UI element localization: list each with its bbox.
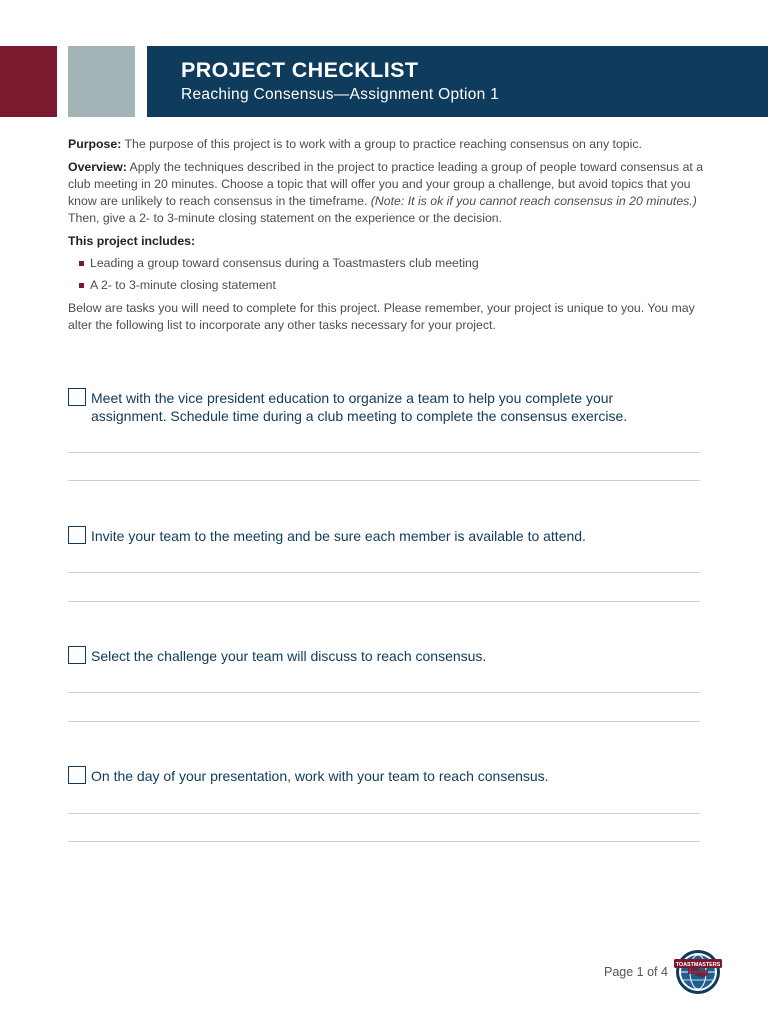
writing-line bbox=[68, 841, 700, 842]
bullet-square-icon bbox=[79, 261, 84, 266]
bullet-square-icon bbox=[79, 283, 84, 288]
writing-line bbox=[68, 452, 700, 453]
task-checkbox[interactable] bbox=[68, 526, 86, 544]
purpose-paragraph bbox=[68, 136, 704, 153]
header-accent-grey bbox=[68, 46, 135, 117]
writing-line bbox=[68, 813, 700, 814]
task-text: On the day of your presentation, work with your team to reach consensus. bbox=[91, 768, 549, 784]
includes-item: Leading a group toward consensus during a Toastmasters club meeting bbox=[79, 255, 704, 272]
writing-line bbox=[68, 572, 700, 573]
overview-tail: Then, give a 2- to 3-minute closing statement on the experience or the decision. bbox=[68, 211, 503, 225]
writing-line bbox=[68, 721, 700, 722]
header-banner bbox=[147, 46, 768, 117]
header-accent-red bbox=[0, 46, 57, 117]
includes-list bbox=[79, 255, 704, 294]
logo-wordmark: TOASTMASTERS bbox=[675, 962, 721, 968]
includes-heading: This project includes: bbox=[68, 234, 196, 248]
writing-line bbox=[68, 480, 700, 481]
task-checkbox[interactable] bbox=[68, 646, 86, 664]
page-number: Page 1 of 4 bbox=[604, 965, 668, 979]
purpose-text: The purpose of this project is to work with a group to practice reaching consensus on any topic. bbox=[121, 137, 642, 151]
includes-item: A 2- to 3-minute closing statement bbox=[79, 277, 704, 294]
task-text: Meet with the vice president education to organize a team to help you complete your assignment. Schedule time during a club meeting to complete the consensus exercise. bbox=[91, 390, 628, 424]
intro-section bbox=[68, 136, 704, 340]
task-text: Invite your team to the meeting and be sure each member is available to attend. bbox=[91, 528, 586, 544]
overview-text: Apply the techniques described in the project to practice leading a group of people toward consensus at a club meeting in 20 minutes. Choose a topic that will offer you and your group a challenge, but avoid topics that you know are unlikely to reach consensus in the timeframe. bbox=[68, 160, 704, 208]
page-subtitle: Reaching Consensus—Assignment Option 1 bbox=[181, 86, 500, 103]
task-text: Select the challenge your team will discuss to reach consensus. bbox=[91, 648, 487, 664]
page-title: PROJECT CHECKLIST bbox=[181, 58, 419, 82]
task-checkbox[interactable] bbox=[68, 388, 86, 406]
toastmasters-globe-logo-icon bbox=[672, 947, 724, 995]
writing-line bbox=[68, 692, 700, 693]
overview-note: (Note: It is ok if you cannot reach consensus in 20 minutes.) bbox=[370, 194, 697, 208]
task-checkbox[interactable] bbox=[68, 766, 86, 784]
purpose-label: Purpose: bbox=[68, 137, 122, 151]
overview-paragraph bbox=[68, 159, 704, 227]
instructions-paragraph: Below are tasks you will need to complete for this project. Please remember, your project is unique to you. You may alter the following list to incorporate any other tasks necessary for your project. bbox=[68, 301, 695, 332]
writing-line bbox=[68, 601, 700, 602]
overview-label: Overview: bbox=[68, 160, 127, 174]
